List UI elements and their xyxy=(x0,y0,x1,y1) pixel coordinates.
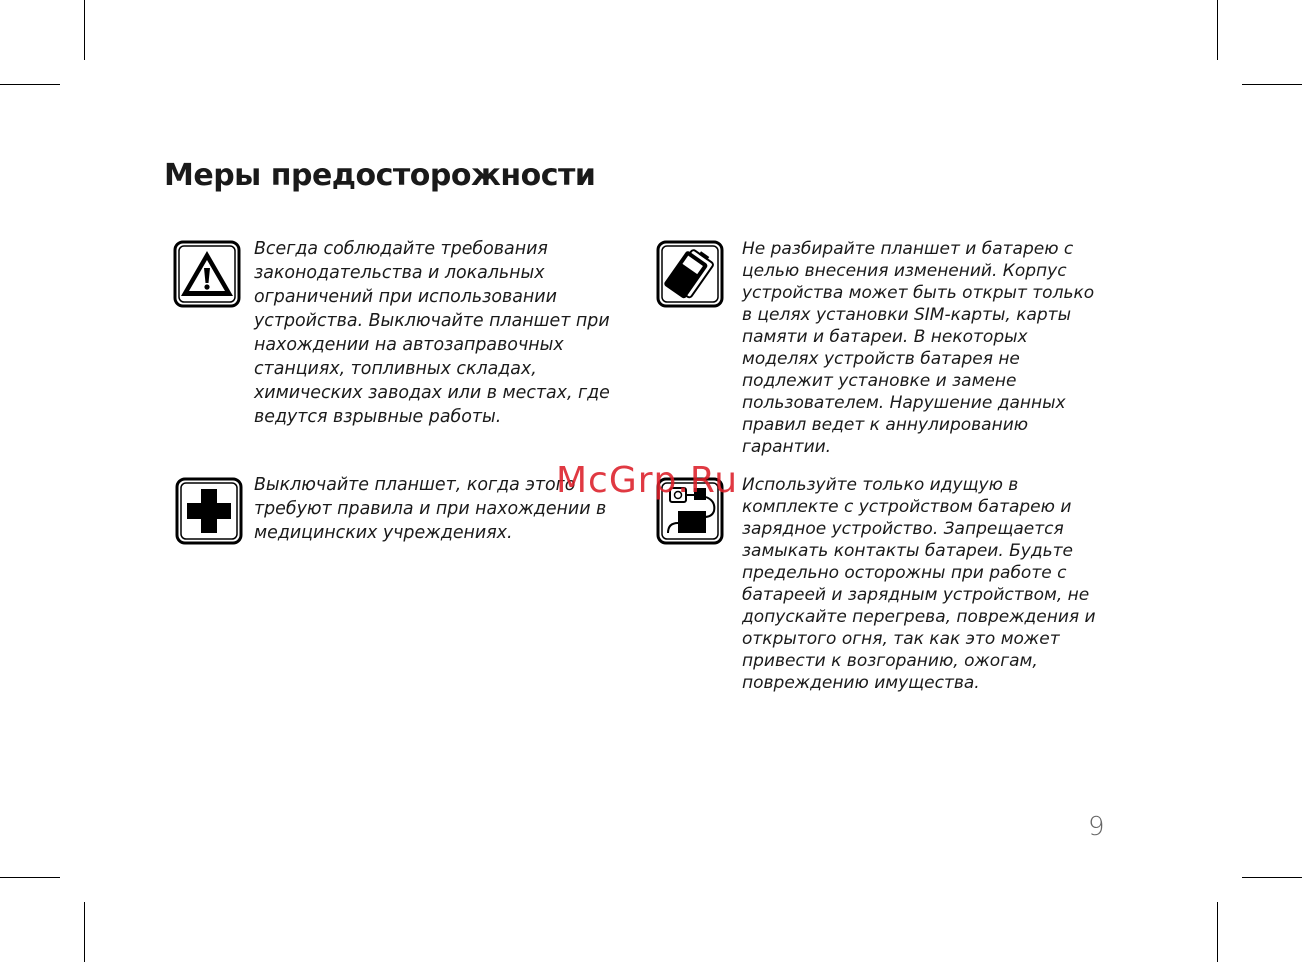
warning-triangle-icon xyxy=(173,240,241,308)
watermark-text: McGrp.Ru xyxy=(556,460,739,501)
crop-mark xyxy=(0,84,60,85)
crop-mark xyxy=(84,902,85,962)
safety-note-charger: Используйте только идущую в комплекте с устройством батарею и зарядное устройство. Запрещается замыкать контакты батареи. Будьте предельно осторожны при работе с батареей и зарядным устройством, не допускайте перегрева, повреждения и открытого огня, так как это может привести к возгоранию, ожогам, повреждению имущества. xyxy=(742,475,1096,693)
crop-mark xyxy=(1217,0,1218,60)
crop-mark xyxy=(1242,877,1302,878)
page-number: 9 xyxy=(1088,812,1105,842)
crop-mark xyxy=(1242,84,1302,85)
page-title: Меры предосторожности xyxy=(164,158,596,193)
crop-mark xyxy=(84,0,85,60)
medical-cross-icon xyxy=(175,477,243,545)
safety-note-disassembly: Не разбирайте планшет и батарею с целью внесения изменений. Корпус устройства может быть открыт только в целях установки SIM-карты, карты памяти и батареи. В некоторых моделях устройств батарея не подлежит установке и замене пользователем. Нарушение данных правил ведет к аннулированию гарантии. xyxy=(742,239,1095,457)
battery-icon xyxy=(656,240,724,308)
safety-note-fuel-stations: Всегда соблюдайте требования законодательства и локальных ограничений при использовании устройства. Выключайте планшет при нахождении на автозаправочных станциях, топливных складах, химических заводах или в местах, где ведутся взрывные работы. xyxy=(254,239,610,427)
safety-note-medical: Выключайте планшет, когда этого требуют правила и при нахождении в медицинских учреждениях. xyxy=(254,475,607,543)
crop-mark xyxy=(0,877,60,878)
crop-mark xyxy=(1217,902,1218,962)
